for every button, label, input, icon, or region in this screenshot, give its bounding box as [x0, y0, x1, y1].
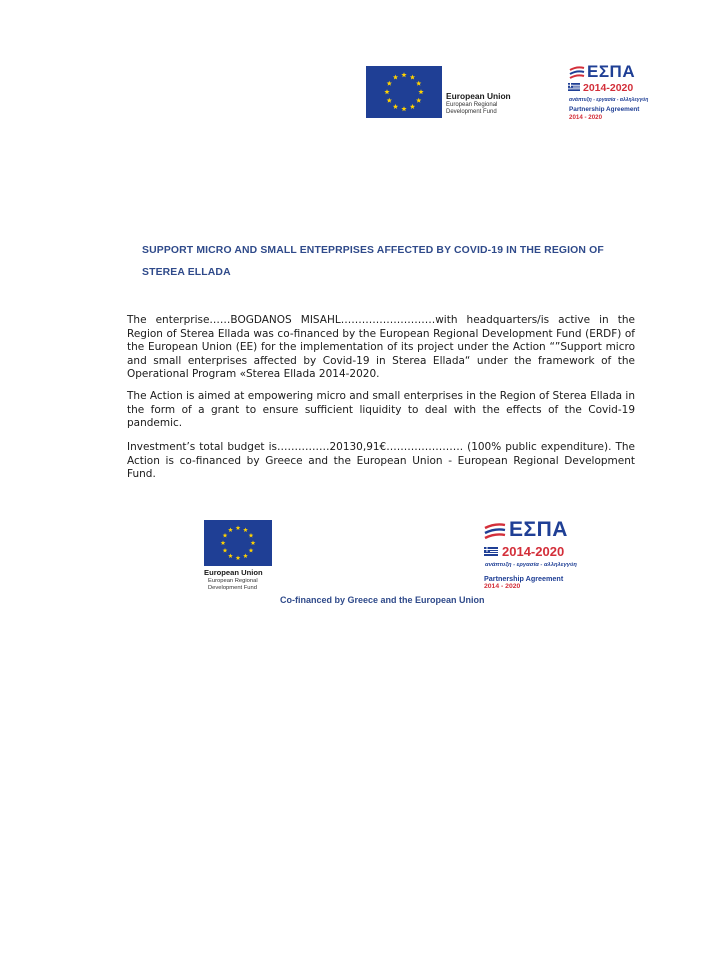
espa-years: 2014-2020: [583, 82, 634, 94]
espa-word: ΕΣΠΑ: [587, 62, 636, 81]
espa-word: ΕΣΠΑ: [509, 518, 568, 541]
paragraph-budget: Investment’s total budget is……………20130,91€…………………. (100% public expenditure). The Action is co-financed by Greece and the European Union - European Regional Development Fund.: [127, 441, 635, 481]
cofinanced-caption: Co-financed by Greece and the European Union: [280, 595, 485, 605]
espa-partnership-agreement: Partnership Agreement: [484, 574, 564, 583]
espa-partnership-years: 2014 - 2020: [569, 114, 603, 121]
espa-swoosh-icon: [569, 65, 585, 81]
eu-logo-subtitle-line2: Development Fund: [208, 585, 257, 591]
greek-flag-icon: [484, 547, 498, 556]
eu-logo-subtitle-line2: Development Fund: [446, 109, 497, 115]
footer-eu-logo: [202, 520, 292, 592]
eu-logo-title: European Union: [204, 568, 263, 577]
espa-swoosh-icon: [484, 522, 506, 542]
greek-flag-icon: [568, 83, 580, 91]
espa-motto: ανάπτυξη - εργασία - αλληλεγγύη: [569, 97, 649, 103]
header-eu-logo: [366, 66, 526, 118]
eu-flag-icon: [366, 66, 442, 118]
header-espa-logo: [566, 62, 649, 122]
paragraph-action-aim: The Action is aimed at empowering micro and small enterprises in the Region of Sterea Ellada in the form of a grant to ensure sufficient liquidity to deal with the effects of the Covid-19 pandemic.: [127, 390, 635, 430]
eu-logo-subtitle-line1: European Regional: [446, 102, 498, 108]
eu-flag-icon: [204, 520, 272, 566]
document-title: SUPPORT MICRO AND SMALL ENTEPRPISES AFFECTED BY COVID-19 IN THE REGION OF STEREA ELLADA: [142, 245, 604, 278]
eu-logo-title: European Union: [446, 91, 511, 101]
espa-partnership-years: 2014 - 2020: [484, 583, 521, 590]
espa-years: 2014-2020: [502, 544, 565, 559]
footer-espa-logo: [482, 518, 582, 590]
eu-logo-subtitle-line1: European Regional: [208, 578, 258, 584]
paragraph-enterprise: The enterprise……BOGDANOS MISAHL………………………with headquarters/is active in the Region of Sterea Ellada was co-financed by the European Regional Development Fund (ERDF) of the European Union (EE) for the implementation of its project under the Action “”Support micro and small enterprises affected by Covid-19 in Sterea Ellada“ under the framework of the Operational Program «Sterea Ellada 2014-2020.: [127, 314, 635, 381]
espa-motto: ανάπτυξη - εργασία - αλληλεγγύη: [485, 562, 577, 568]
espa-partnership-agreement: Partnership Agreement: [569, 106, 640, 113]
